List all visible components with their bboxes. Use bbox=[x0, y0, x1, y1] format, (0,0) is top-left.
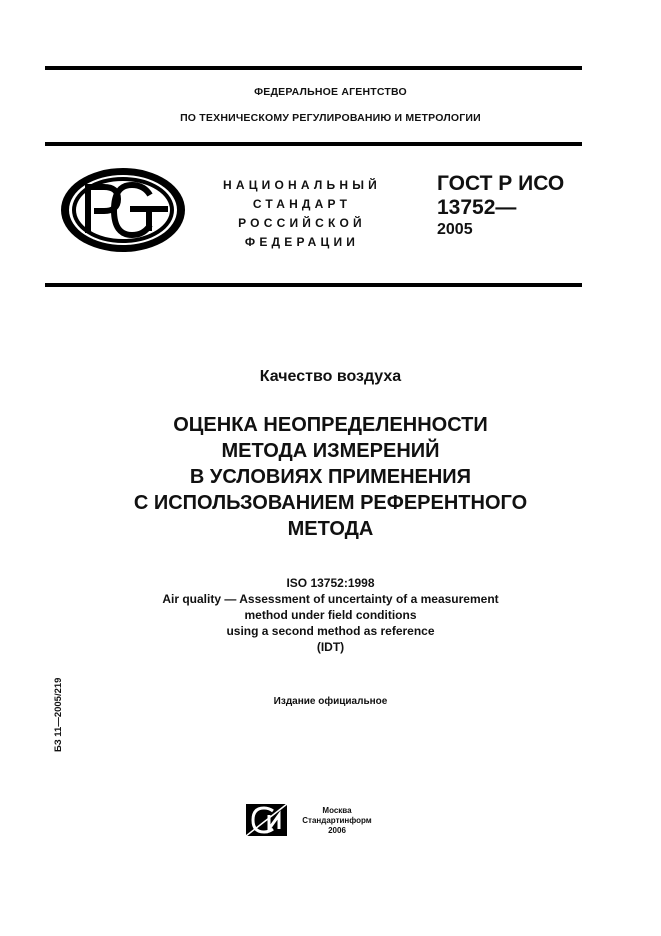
publisher-name: Стандартинформ bbox=[302, 816, 372, 825]
header-rule bbox=[45, 142, 582, 146]
title-line: ОЦЕНКА НЕОПРЕДЕЛЕННОСТИ bbox=[173, 414, 488, 436]
designation-year: 2005 bbox=[437, 221, 473, 238]
iso-reference bbox=[0, 575, 661, 655]
iso-english-line: method under field conditions bbox=[244, 608, 417, 622]
edition-note: Издание официальное bbox=[273, 696, 388, 707]
rst-certification-mark-icon bbox=[58, 165, 188, 255]
agency-line-1: ФЕДЕРАЛЬНОЕ АГЕНТСТВО bbox=[254, 86, 407, 98]
standard-designation bbox=[437, 172, 564, 240]
national-line: РОССИЙСКОЙ bbox=[238, 216, 366, 230]
national-standard-block bbox=[212, 176, 392, 252]
title-line: МЕТОДА ИЗМЕРЕНИЙ bbox=[221, 440, 440, 462]
agency-line-2: ПО ТЕХНИЧЕСКОМУ РЕГУЛИРОВАНИЮ И МЕТРОЛОГИИ bbox=[180, 112, 481, 124]
side-print-code: БЗ 11—2005/219 bbox=[53, 677, 64, 752]
iso-english-line: using a second method as reference bbox=[226, 624, 435, 638]
designation-number: 13752— bbox=[437, 196, 517, 219]
national-line: СТАНДАРТ bbox=[252, 197, 352, 211]
document-title bbox=[0, 412, 661, 542]
title-line: С ИСПОЛЬЗОВАНИЕМ РЕФЕРЕНТНОГО bbox=[133, 492, 528, 514]
title-line: В УСЛОВИЯХ ПРИМЕНЕНИЯ bbox=[189, 466, 472, 488]
document-subtitle: Качество воздуха bbox=[259, 368, 402, 385]
national-line: НАЦИОНАЛЬНЫЙ bbox=[222, 178, 382, 192]
iso-english-line: Air quality — Assessment of uncertainty of a measurement bbox=[162, 592, 499, 606]
publisher-year: 2006 bbox=[328, 826, 346, 835]
iso-code: ISO 13752:1998 bbox=[286, 576, 375, 590]
top-rule bbox=[45, 66, 582, 70]
standard-rule bbox=[45, 283, 582, 287]
national-line: ФЕДЕРАЦИИ bbox=[244, 235, 360, 249]
iso-english-line: (IDT) bbox=[316, 640, 345, 654]
designation-code: ГОСТ Р ИСО bbox=[437, 172, 565, 195]
standartinform-logo-icon bbox=[245, 803, 288, 837]
title-line: МЕТОДА bbox=[287, 518, 374, 540]
publisher-city: Москва bbox=[322, 806, 352, 815]
publisher-info bbox=[292, 806, 382, 836]
